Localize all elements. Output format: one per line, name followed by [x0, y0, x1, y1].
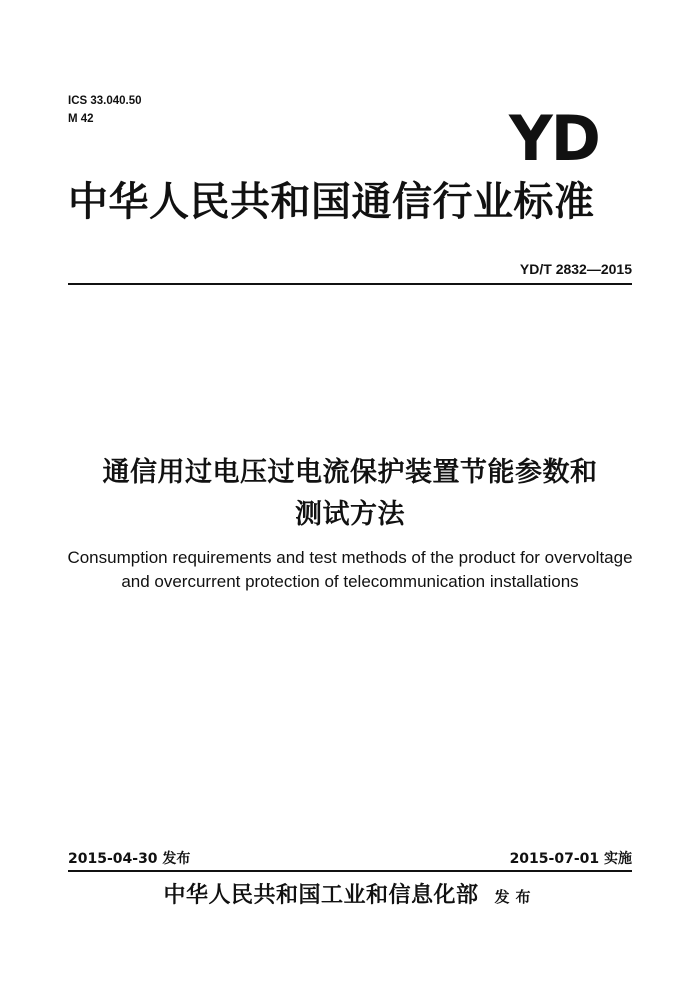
publisher-row	[60, 878, 640, 914]
title-english: Consumption requirements and test methods of the product for overvoltage and overcurrent protection of telecommunication installations	[67, 548, 633, 591]
date-row	[68, 846, 632, 868]
ccs-code: M 42	[68, 113, 94, 125]
issue-date: 2015-04-30 发布	[68, 851, 191, 867]
publisher-name: 中华人民共和国工业和信息化部	[163, 882, 479, 908]
logo-text: YD	[508, 106, 599, 166]
standard-number: YD/T 2832—2015	[519, 261, 632, 277]
title-chinese	[60, 452, 640, 536]
ics-code: ICS 33.040.50	[68, 95, 142, 107]
standard-category: 中华人民共和国通信行业标准	[68, 179, 595, 225]
publish-label: 发布	[494, 888, 537, 906]
title-chinese-line-1: 通信用过电压过电流保护装置节能参数和	[102, 457, 598, 488]
yd-logo	[508, 106, 600, 166]
implementation-date: 2015-07-01 实施	[509, 851, 632, 867]
title-chinese-line-2: 测试方法	[295, 499, 405, 530]
top-divider	[68, 283, 632, 285]
bottom-divider	[68, 870, 632, 872]
